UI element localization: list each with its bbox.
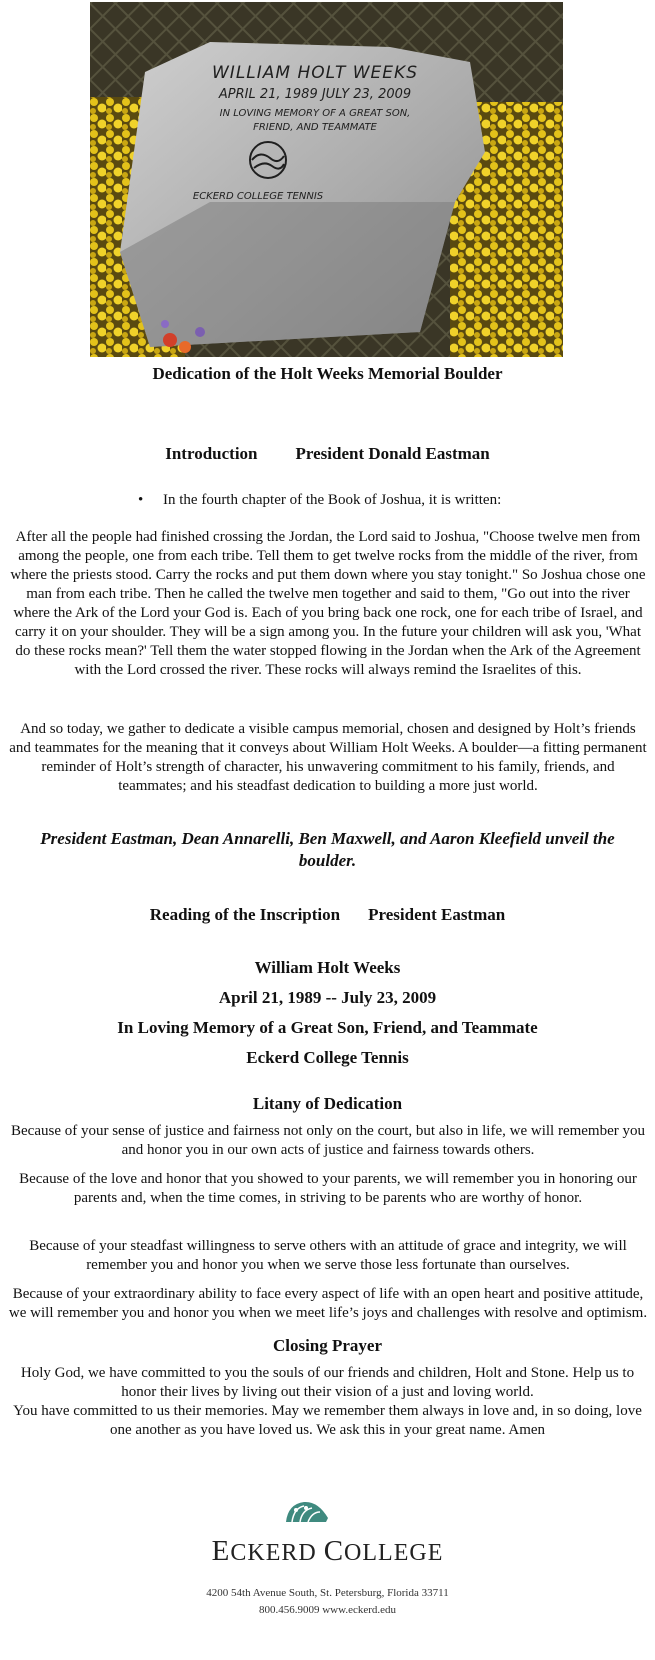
college-address: 4200 54th Avenue South, St. Petersburg, Florida 33711 (206, 1587, 449, 1599)
stone-line-dates: APRIL 21, 1989 JULY 23, 2009 (218, 87, 412, 102)
introduction-label: Introduction (165, 444, 258, 463)
bullet-icon: • (138, 492, 144, 508)
reading-line (0, 905, 655, 925)
litany-heading: Litany of Dedication (252, 1094, 403, 1113)
scripture-passage: After all the people had finished crossing the Jordan, the Lord said to Joshua, "Choose twelve men from among the people, one from each tribe. Tell them to get twelve rocks from the middle of the river, from where the priests stood. Carry the rocks and put them down where you stay tonight." So Joshua chose one man from each tribe. Then he called the twelve men together and said to them, "Go out into the river where the Ark of the Lord your God is. Each of you bring back one rock, one for each tribe of Israel, and carry it on your shoulder. They will be a sign among you. In the future your children will ask you, 'What do these rocks mean?' Tell them the water stopped flowing in the Jordan when the Ark of the Agreement with the Lord crossed the river. These rocks will always remind the Israelites of this. (10, 529, 646, 678)
reading-speaker: President Eastman (368, 905, 506, 924)
stone-line-tennis: ECKERD COLLEGE TENNIS (192, 191, 324, 202)
introduction-speaker: President Donald Eastman (295, 444, 490, 463)
reading-label: Reading of the Inscription (149, 905, 341, 924)
bullet-text: In the fourth chapter of the Book of Joshua, it is written: (163, 492, 502, 508)
closing-prayer (4, 1364, 651, 1440)
inscription-team: Eckerd College Tennis (246, 1048, 409, 1067)
closing-prayer-heading: Closing Prayer (272, 1336, 383, 1355)
introduction-line (0, 444, 655, 464)
stone-line-memory: IN LOVING MEMORY OF A GREAT SON, (219, 108, 411, 119)
litany-paragraph: Because of your sense of justice and fairness not only on the court, but also in life, we will remember you and honor you in our own acts of justice and fairness towards others. (11, 1123, 645, 1158)
litany-paragraph: Because of the love and honor that you showed to your parents, we will remember you in honoring our parents and, when the time comes, in striving to be parents who are worthy of honor. (19, 1171, 637, 1206)
inscription-memory: In Loving Memory of a Great Son, Friend, and Teammate (117, 1018, 538, 1037)
stone-line-name: WILLIAM HOLT WEEKS (212, 63, 418, 83)
wordmark-initial: E (211, 1535, 231, 1567)
dedication-paragraph: And so today, we gather to dedicate a visible campus memorial, chosen and designed by Holt’s friends and teammates for the meaning that it conveys about William Holt Weeks. A boulder—a fitting permanent reminder of Holt’s strength of character, his unwavering commitment to his family, friends, and teammates; and his steadfast dedication to building a more just world. (9, 721, 647, 794)
eckerd-shell-logo-icon (282, 1496, 332, 1526)
litany-paragraph: Because of your extraordinary ability to face every aspect of life with an open heart and positive attitude, we will remember you and honor you when we meet life’s joys and challenges with resolve and optimism. (8, 1286, 648, 1321)
stone-line-friend: FRIEND, AND TEAMMATE (253, 122, 377, 133)
photo-caption: Dedication of the Holt Weeks Memorial Boulder (152, 364, 503, 383)
wordmark-rest: OLLEGE (344, 1540, 444, 1566)
college-wordmark (0, 1535, 655, 1568)
closing-prayer-line: Holy God, we have committed to you the souls of our friends and children, Holt and Stone. Help us to honor their lives by living out their vision of a just and loving world. (20, 1365, 635, 1400)
wordmark-rest: CKERD (230, 1540, 317, 1566)
bullet-item (138, 492, 501, 509)
unveil-instruction: President Eastman, Dean Annarelli, Ben Maxwell, and Aaron Kleefield unveil the boulder. (40, 829, 615, 870)
college-contact: 800.456.9009 www.eckerd.edu (258, 1604, 397, 1616)
inscription-name: William Holt Weeks (254, 958, 401, 977)
inscription-dates: April 21, 1989 -- July 23, 2009 (218, 988, 437, 1007)
memorial-boulder-photo (90, 2, 563, 357)
litany-paragraph: Because of your steadfast willingness to serve others with an attitude of grace and integrity, we will remember you and honor you when we serve those less fortunate than ourselves. (29, 1238, 627, 1273)
wordmark-initial: C (323, 1535, 345, 1567)
closing-prayer-line: You have committed to us their memories. May we remember them always in love and, in so doing, love one another as you have loved us. We ask this in your great name. Amen (13, 1403, 642, 1438)
boulder-illustration (90, 2, 563, 357)
